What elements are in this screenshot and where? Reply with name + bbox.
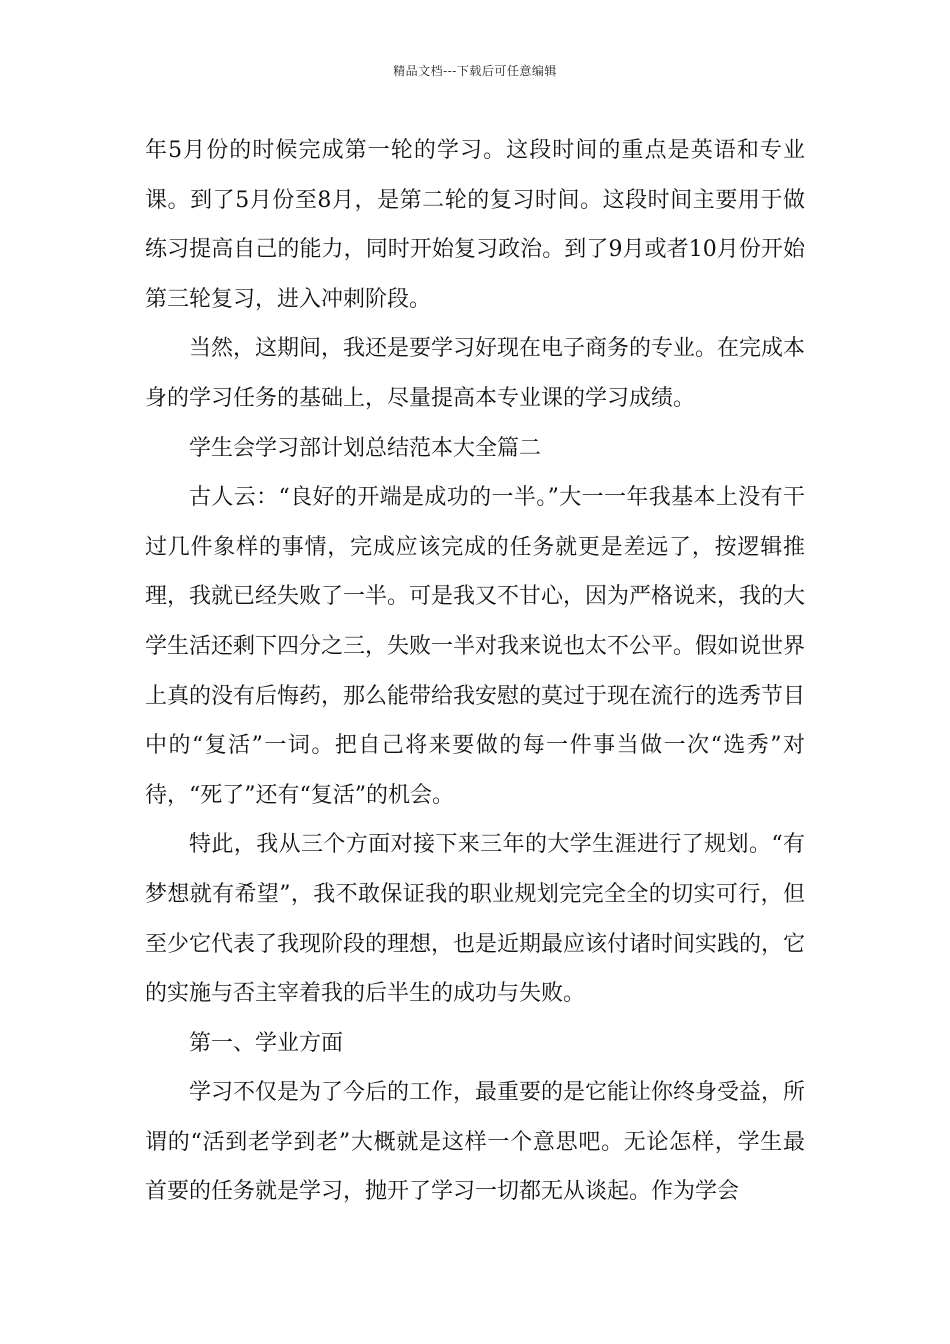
paragraph-ecommerce-major: 当然，这期间，我还是要学习好现在电子商务的专业。在完成本身的学习任务的基础上，尽量提高本专业课的学习成绩。 — [145, 336, 806, 411]
subheading-academics: 第一、学业方面 — [189, 1030, 344, 1056]
paragraph-good-beginning: 古人云：“良好的开端是成功的一半。”大一一年我基本上没有干过几件象样的事情，完成应该完成的任务就更是差远了，按逻辑推理，我就已经失败了一半。可是我又不甘心，因为严格说来，我的大学生活还剩下四分之三，失败一半对我来说也太不公平。假如说世界上真的没有后悔药，那么能带给我安慰的莫过于现在流行的选秀节目中的“复活”一词。把自己将来要做的每一件事当做一次“选秀”对待，“死了”还有“复活”的机会。 — [145, 485, 806, 808]
paragraph-learning-importance: 学习不仅是为了今后的工作，最重要的是它能让你终身受益，所谓的“活到老学到老”大概就是这样一个意思吧。无论怎样，学生最首要的任务就是学习，抛开了学习一切都无从谈起。作为学会 — [145, 1080, 806, 1205]
document-body — [145, 126, 805, 1217]
paragraph-study-schedule: 年5月份的时候完成第一轮的学习。这段时间的重点是英语和专业课。到了5月份至8月，是第二轮的复习时间。这段时间主要用于做练习提高自己的能力，同时开始复习政治。到了9月或者10月份开始第三轮复习，进入冲刺阶段。 — [145, 138, 805, 312]
page-header: 精品文档---下载后可任意编辑 — [393, 64, 557, 78]
paragraph-three-aspects: 特此，我从三个方面对接下来三年的大学生涯进行了规划。“有梦想就有希望”，我不敢保证我的职业规划完完全全的切实可行，但至少它代表了我现阶段的理想，也是近期最应该付诸时间实践的，它的实施与否主宰着我的后半生的成功与失败。 — [145, 832, 806, 1007]
section-title-part-two: 学生会学习部计划总结范本大全篇二 — [189, 435, 542, 461]
